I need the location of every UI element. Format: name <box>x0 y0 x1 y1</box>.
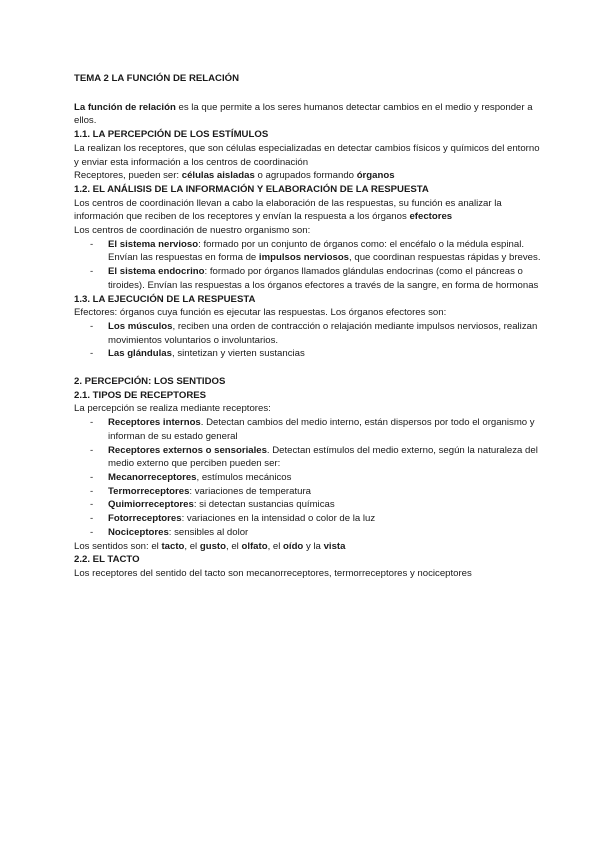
sense-touch: tacto <box>161 540 185 552</box>
sense-smell: olfato <box>241 540 268 552</box>
list-item-term: Las glándulas <box>108 348 172 360</box>
bullet-dash: - <box>90 444 94 456</box>
receptor-type-organs: órganos <box>356 170 395 182</box>
section-2-1-text: La percepción se realiza mediante receptores: <box>74 403 271 415</box>
list-item <box>74 347 544 361</box>
sense-taste: gusto <box>199 540 226 552</box>
list-item-text: : variaciones en la intensidad o color de la luz <box>181 513 376 525</box>
document-body <box>74 72 544 581</box>
list-item-term: Termorreceptores <box>108 485 190 497</box>
bullet-dash: - <box>90 348 94 360</box>
list-item-term: El sistema nervioso <box>108 238 199 250</box>
section-1-1-heading: 1.1. LA PERCEPCIÓN DE LOS ESTÍMULOS <box>74 129 269 141</box>
receptor-type-cells: células aisladas <box>181 170 255 182</box>
receptor-types-mid: o agrupados formando <box>254 170 357 182</box>
list-item <box>74 238 544 265</box>
section-1-3-text: Efectores: órganos cuya función es ejecutar las respuestas. Los órganos efectores son: <box>74 307 447 319</box>
list-item-text: , estímulos mecánicos <box>196 471 292 483</box>
document-title: TEMA 2 LA FUNCIÓN DE RELACIÓN <box>74 73 240 84</box>
bullet-dash: - <box>90 471 94 483</box>
section-2-2-heading: 2.2. EL TACTO <box>74 554 140 566</box>
section-1-2-text <box>74 197 544 224</box>
bullet-dash: - <box>90 266 94 278</box>
list-item-text: . Detectan estímulos del medio externo, según la naturaleza del medio externo que perciben pueden ser: <box>108 444 538 470</box>
list-item-term: Los músculos <box>108 320 173 332</box>
bullet-dash: - <box>90 485 94 497</box>
section-2-heading: 2. PERCEPCIÓN: LOS SENTIDOS <box>74 376 226 388</box>
bullet-dash: - <box>90 513 94 525</box>
list-item-text: : sensibles al dolor <box>168 526 249 538</box>
list-item-text-2: , que coordinan respuestas rápidas y breves. <box>349 252 541 264</box>
bullet-dash: - <box>90 499 94 511</box>
section-gap <box>74 361 544 375</box>
list-item <box>74 471 544 485</box>
bullet-dash: - <box>90 417 94 429</box>
receptor-types-list <box>74 416 544 539</box>
section-1-2-line2: Los centros de coordinación de nuestro organismo son: <box>74 225 311 237</box>
bullet-dash: - <box>90 238 94 250</box>
list-item <box>74 320 544 347</box>
senses-prefix: Los sentidos son: el <box>74 540 162 552</box>
list-item <box>74 416 544 443</box>
list-item-term: Quimiorreceptores <box>108 499 194 511</box>
list-item-term: Receptores internos <box>108 417 201 429</box>
senses-separator: , el <box>225 540 242 552</box>
senses-separator: y la <box>303 540 324 552</box>
section-1-2-text-bold: efectores <box>409 211 453 223</box>
list-item-term: Receptores externos o sensoriales <box>108 444 267 456</box>
list-item-text: : formado por órganos llamados glándulas endocrinas (como el páncreas o tiroides). Envían las respuestas a los órganos efectores a través de la sangre, en forma de hormonas <box>108 266 539 291</box>
list-item-term: Mecanorreceptores <box>108 471 197 483</box>
intro-paragraph <box>74 101 544 128</box>
list-item-term: El sistema endocrino <box>108 266 205 278</box>
section-1-3-heading: 1.3. LA EJECUCIÓN DE LA RESPUESTA <box>74 293 256 305</box>
list-item <box>74 485 544 499</box>
list-item-text: : formado por un conjunto de órganos como: el encéfalo o la médula espinal. Envían las respuestas en forma de <box>108 238 524 264</box>
list-item-text: , sintetizan y vierten sustancias <box>171 348 305 360</box>
section-2-1-heading: 2.1. TIPOS DE RECEPTORES <box>74 389 207 401</box>
sense-hearing: oído <box>283 540 304 552</box>
list-item <box>74 265 544 292</box>
list-item <box>74 526 544 540</box>
list-item-term-2: impulsos nerviosos <box>258 252 350 264</box>
list-item <box>74 498 544 512</box>
coordination-centers-list <box>74 238 544 293</box>
list-item-term: Fotorreceptores <box>108 513 182 525</box>
section-1-2-text-body: Los centros de coordinación llevan a cabo la elaboración de las respuestas, su función es analizar la información que reciben de los receptores y envían la respuesta a los órganos <box>74 197 502 223</box>
section-1-1-text: La realizan los receptores, que son células especializadas en detectar cambios físicos y químicos del entorno y enviar esta información a los centros de coordinación <box>74 142 540 168</box>
list-item-term: Nociceptores <box>108 526 169 538</box>
bullet-dash: - <box>90 526 94 538</box>
bullet-dash: - <box>90 320 94 332</box>
section-1-1-receptor-types <box>74 169 544 183</box>
intro-term: La función de relación <box>74 101 176 113</box>
list-item-text: : variaciones de temperatura <box>189 485 311 497</box>
list-item-text: : si detectan sustancias químicas <box>193 499 335 511</box>
intro-text: es la que permite a los seres humanos detectar cambios en el medio y responder a ellos. <box>74 101 533 127</box>
senses-separator: , el <box>184 540 200 552</box>
sense-sight: vista <box>323 540 346 552</box>
list-item <box>74 512 544 526</box>
senses-line <box>74 540 544 554</box>
senses-separator: , el <box>267 540 284 552</box>
section-1-2-heading: 1.2. EL ANÁLISIS DE LA INFORMACIÓN Y ELABORACIÓN DE LA RESPUESTA <box>74 183 429 195</box>
list-item <box>74 444 544 471</box>
list-item-text: , reciben una orden de contracción o relajación mediante impulsos nerviosos, realizan movimientos voluntarios o involuntarios. <box>108 320 538 346</box>
effectors-list <box>74 320 544 361</box>
list-item-text: . Detectan cambios del medio interno, están dispersos por todo el organismo y informan de su estado general <box>108 417 535 442</box>
section-2-2-text: Los receptores del sentido del tacto son mecanorreceptores, termorreceptores y nociceptores <box>74 567 472 579</box>
receptor-types-prefix: Receptores, pueden ser: <box>74 170 182 182</box>
